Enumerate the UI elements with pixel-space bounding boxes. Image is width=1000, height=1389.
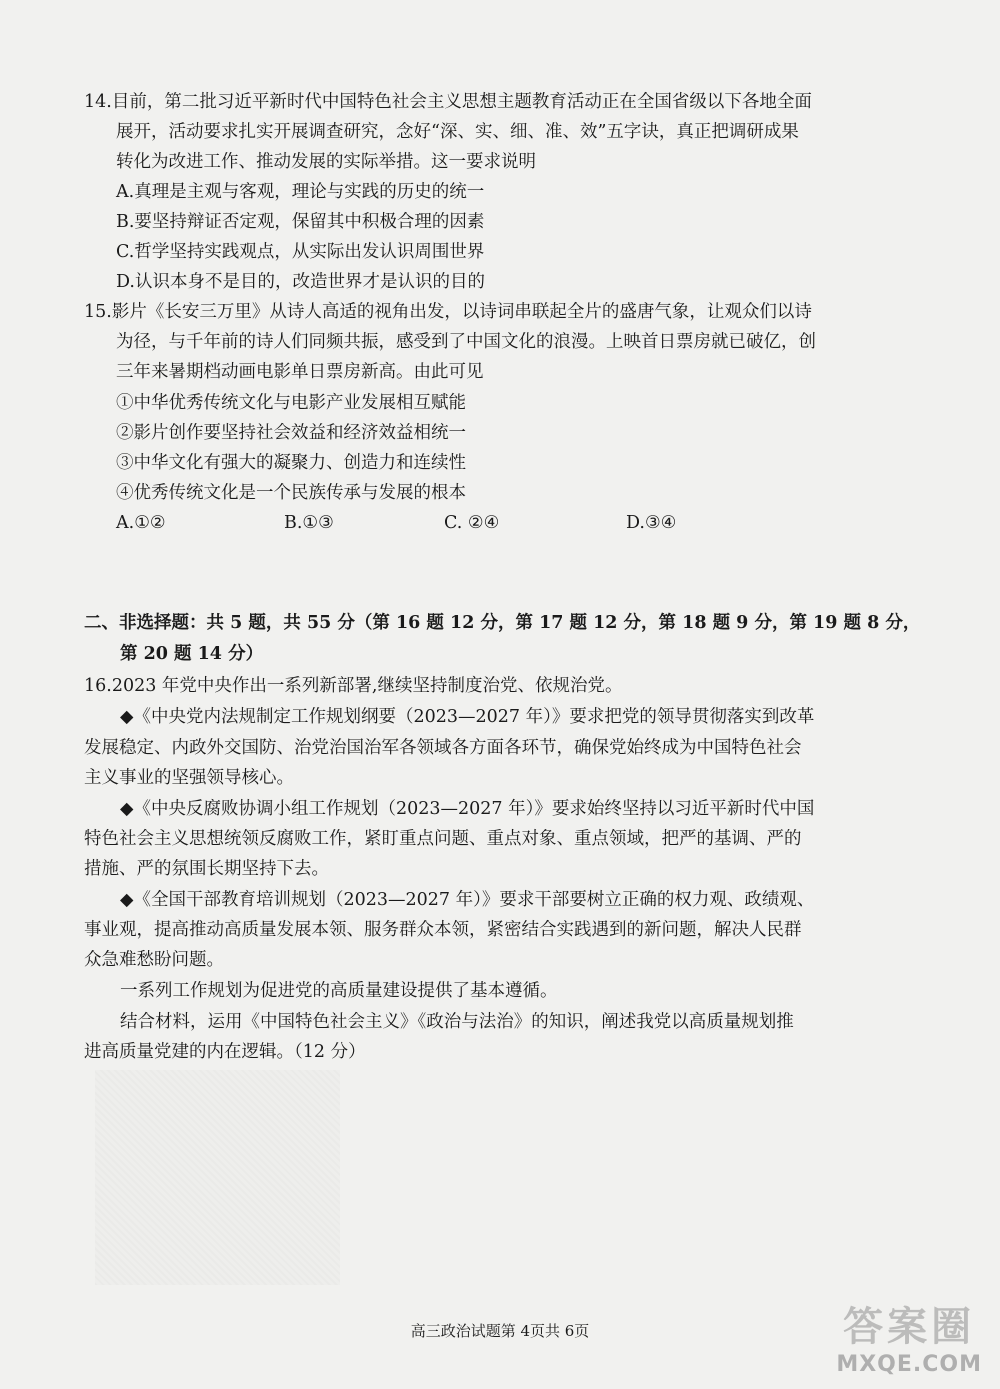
q16-p5-line-2: 进高质量党建的内在逻辑。（12 分） [84, 1042, 366, 1062]
q14-option-b: B.要坚持辩证否定观，保留其中积极合理的因素 [116, 212, 485, 232]
page-footer: 高三政治试题第 4页共 6页 [410, 1322, 590, 1340]
q15-statement-1: ①中华优秀传统文化与电影产业发展相互赋能 [116, 393, 466, 413]
q14-line-1: 14.目前，第二批习近平新时代中国特色社会主义思想主题教育活动正在全国省级以下各地全面 [84, 92, 812, 112]
watermark-text: 答案圈 [843, 1304, 976, 1350]
q15-choice-d: D.③④ [626, 513, 677, 533]
q14-line-2: 展开，活动要求扎实开展调查研究，念好“深、实、细、准、效”五字诀，真正把调研成果 [116, 122, 799, 142]
q16-p2-line-1: ◆《中央反腐败协调小组工作规划（2023—2027 年）》要求始终坚持以习近平新时代中国 [120, 799, 815, 819]
q16-p5-line-1: 结合材料，运用《中国特色社会主义》《政治与法治》的知识，阐述我党以高质量规划推 [120, 1012, 794, 1032]
q15-choice-c: C. ②④ [444, 513, 500, 533]
watermark-logo [836, 1295, 982, 1377]
q15-statement-2: ②影片创作要坚持社会效益和经济效益相统一 [116, 423, 466, 443]
q16-p1-line-2: 发展稳定、内政外交国防、治党治国治军各领域各方面各环节，确保党始终成为中国特色社会 [84, 738, 802, 758]
q16-p1-line-1: ◆《中央党内法规制定工作规划纲要（2023—2027 年）》要求把党的领导贯彻落实到改革 [120, 707, 815, 727]
watermark-url: MXQE.COM [836, 1352, 982, 1377]
q16-intro: 16.2023 年党中央作出一系列新部署,继续坚持制度治党、依规治党。 [84, 676, 623, 696]
q15-statement-4: ④优秀传统文化是一个民族传承与发展的根本 [116, 483, 466, 503]
scan-noise [95, 1070, 340, 1285]
q15-statement-3: ③中华文化有强大的凝聚力、创造力和连续性 [116, 453, 466, 473]
q15-line-3: 三年来暑期档动画电影单日票房新高。由此可见 [116, 362, 484, 382]
q16-p3-line-2: 事业观，提高推动高质量发展本领、服务群众本领，紧密结合实践遇到的新问题，解决人民群 [84, 920, 802, 940]
q14-option-c: C.哲学坚持实践观点，从实际出发认识周围世界 [116, 242, 485, 262]
q16-p3-line-1: ◆《全国干部教育培训规划（2023—2027 年）》要求干部要树立正确的权力观、政绩观、 [120, 890, 815, 910]
q16-p4: 一系列工作规划为促进党的高质量建设提供了基本遵循。 [120, 981, 558, 1001]
q15-line-2: 为径，与千年前的诗人们同频共振，感受到了中国文化的浪漫。上映首日票房就已破亿，创 [116, 332, 816, 352]
q15-line-1: 15.影片《长安三万里》从诗人高适的视角出发，以诗词串联起全片的盛唐气象，让观众们以诗 [84, 302, 812, 322]
q15-choices [116, 511, 676, 535]
section-2-title: 二、非选择题：共 5 题，共 55 分（第 16 题 12 分，第 17 题 12 分，第 18 题 9 分，第 19 题 8 分， [84, 613, 921, 633]
q16-p3-line-3: 众急难愁盼问题。 [84, 950, 224, 970]
q14-line-3: 转化为改进工作、推动发展的实际举措。这一要求说明 [116, 152, 536, 172]
q14-option-a: A.真理是主观与客观，理论与实践的历史的统一 [116, 182, 485, 202]
q15-choice-a: A.①② [116, 513, 166, 533]
section-2-title-cont: 第 20 题 14 分） [120, 644, 264, 664]
q15-choice-b: B.①③ [284, 513, 334, 533]
q16-p2-line-2: 特色社会主义思想统领反腐败工作，紧盯重点问题、重点对象、重点领域，把严的基调、严的 [84, 829, 802, 849]
q16-p1-line-3: 主义事业的坚强领导核心。 [84, 768, 294, 788]
q16-p2-line-3: 措施、严的氛围长期坚持下去。 [84, 859, 329, 879]
q14-option-d: D.认识本身不是目的，改造世界才是认识的目的 [116, 272, 485, 292]
